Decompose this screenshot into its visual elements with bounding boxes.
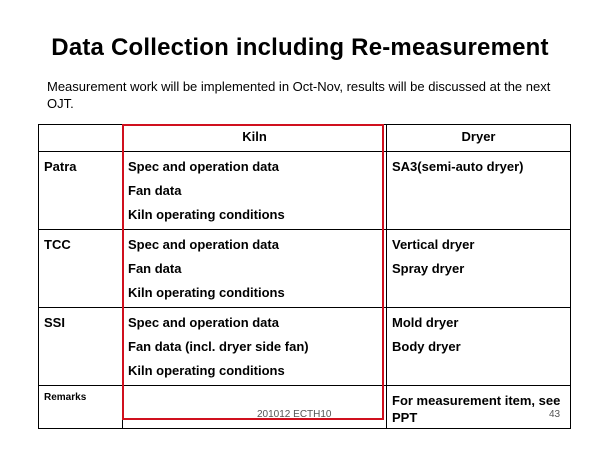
kiln-item: Spec and operation data	[128, 159, 279, 174]
slide-subtitle: Measurement work will be implemented in Oct-Nov, results will be discussed at the next OJT.	[47, 79, 551, 111]
dryer-cell-tcc	[387, 230, 571, 308]
kiln-cell-tcc	[123, 230, 387, 308]
slide-title: Data Collection including Re-measurement	[51, 34, 549, 61]
kiln-item: Kiln operating conditions	[128, 285, 285, 300]
kiln-cell-patra	[123, 152, 387, 230]
slide-footer: 201012 ECTH10	[257, 409, 332, 420]
dryer-item: Mold dryer	[392, 315, 459, 330]
kiln-item: Fan data	[128, 183, 182, 198]
page-number: 43	[549, 409, 561, 420]
row-name-ssi: SSI	[39, 308, 123, 386]
table-row-tcc	[39, 230, 571, 308]
data-collection-table	[38, 124, 571, 429]
row-name-remarks: Remarks	[39, 386, 123, 429]
kiln-item: Spec and operation data	[128, 315, 279, 330]
header-empty	[39, 125, 123, 152]
kiln-item: Kiln operating conditions	[128, 363, 285, 378]
kiln-cell-ssi	[123, 308, 387, 386]
table-row-ssi	[39, 308, 571, 386]
dryer-cell-remarks: For measurement item, see PPT	[387, 386, 571, 429]
table-row-remarks	[39, 386, 571, 429]
kiln-item: Fan data (incl. dryer side fan)	[128, 339, 309, 354]
row-name-patra: Patra	[39, 152, 123, 230]
dryer-item: SA3(semi-auto dryer)	[392, 159, 524, 174]
header-kiln: Kiln	[123, 125, 387, 152]
row-name-tcc: TCC	[39, 230, 123, 308]
table-row-patra	[39, 152, 571, 230]
dryer-cell-patra	[387, 152, 571, 230]
kiln-cell-remarks	[123, 386, 387, 429]
kiln-item: Fan data	[128, 261, 182, 276]
kiln-item: Kiln operating conditions	[128, 207, 285, 222]
dryer-item: Spray dryer	[392, 261, 465, 276]
dryer-item: Body dryer	[392, 339, 461, 354]
dryer-item: Vertical dryer	[392, 237, 475, 252]
header-dryer: Dryer	[387, 125, 571, 152]
dryer-cell-ssi	[387, 308, 571, 386]
kiln-item: Spec and operation data	[128, 237, 279, 252]
table-header-row	[39, 125, 571, 152]
